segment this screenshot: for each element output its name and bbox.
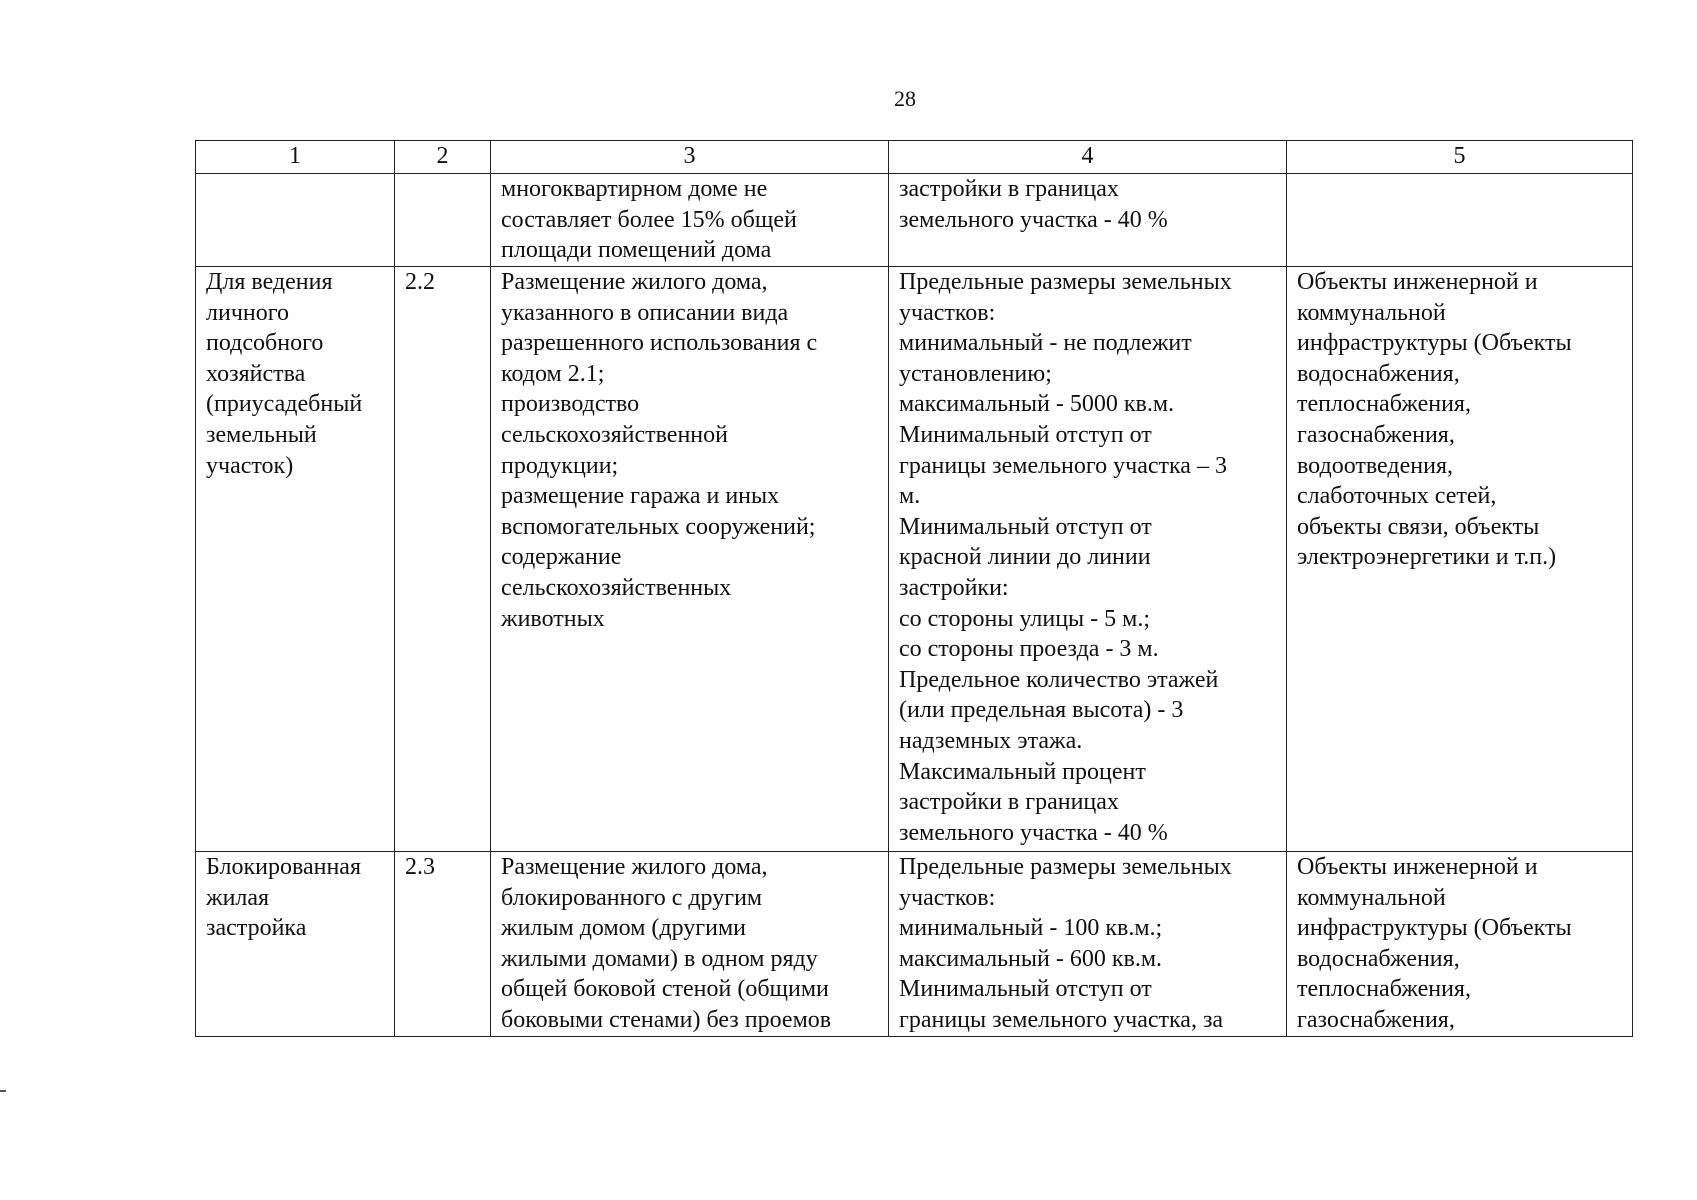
table-header-row [196, 141, 1633, 174]
cell-use-code: 2.3 [395, 852, 491, 1037]
cell-use-description: многоквартирном доме не составляет более 15% общей площади помещений дома [491, 174, 889, 267]
column-header-3: 3 [491, 141, 889, 174]
cell-parameters: Предельные размеры земельных участков: минимальный - не подлежит установлению; максимальный - 5000 кв.м. Минимальный отступ от границы земельного участка – 3 м. Минимальный отступ от красной линии до линии застройки: со стороны улицы - 5 м.; со стороны проезда - 3 м. Предельное количество этажей (или предельная высота) - 3 надземных этажа. Максимальный процент застройки в границах земельного участка - 40 % [889, 267, 1287, 852]
table-row-2-2 [196, 267, 1633, 852]
column-header-2: 2 [395, 141, 491, 174]
cell-parameters: застройки в границах земельного участка - 40 % [889, 174, 1287, 267]
cell-auxiliary-objects: Объекты инженерной и коммунальной инфраструктуры (Объекты водоснабжения, теплоснабжения, газоснабжения, [1287, 852, 1633, 1037]
column-header-4: 4 [889, 141, 1287, 174]
cell-auxiliary-objects [1287, 174, 1633, 267]
table-row-2-3 [196, 852, 1633, 1037]
column-header-1: 1 [196, 141, 395, 174]
cell-use-code [395, 174, 491, 267]
cell-use-name: Блокированная жилая застройка [196, 852, 395, 1037]
cell-parameters: Предельные размеры земельных участков: минимальный - 100 кв.м.; максимальный - 600 кв.м. Минимальный отступ от границы земельного участка, за [889, 852, 1287, 1037]
cell-use-description: Размещение жилого дома, блокированного с другим жилым домом (другими жилыми домами) в одном ряду общей боковой стеной (общими боковыми стенами) без проемов [491, 852, 889, 1037]
scan-edge-mark [0, 1090, 6, 1092]
land-use-table [195, 140, 1633, 1037]
table-row-continuation [196, 174, 1633, 267]
column-header-5: 5 [1287, 141, 1633, 174]
cell-use-code: 2.2 [395, 267, 491, 852]
cell-auxiliary-objects: Объекты инженерной и коммунальной инфраструктуры (Объекты водоснабжения, теплоснабжения, газоснабжения, водоотведения, слаботочных сетей, объекты связи, объекты электроэнергетики и т.п.) [1287, 267, 1633, 852]
cell-use-name [196, 174, 395, 267]
page-number: 28 [894, 86, 916, 111]
cell-use-description: Размещение жилого дома, указанного в описании вида разрешенного использования с кодом 2.1; производство сельскохозяйственной продукции; размещение гаража и иных вспомогательных сооружений; содержание сельскохозяйственных животных [491, 267, 889, 852]
cell-use-name: Для ведения личного подсобного хозяйства (приусадебный земельный участок) [196, 267, 395, 852]
